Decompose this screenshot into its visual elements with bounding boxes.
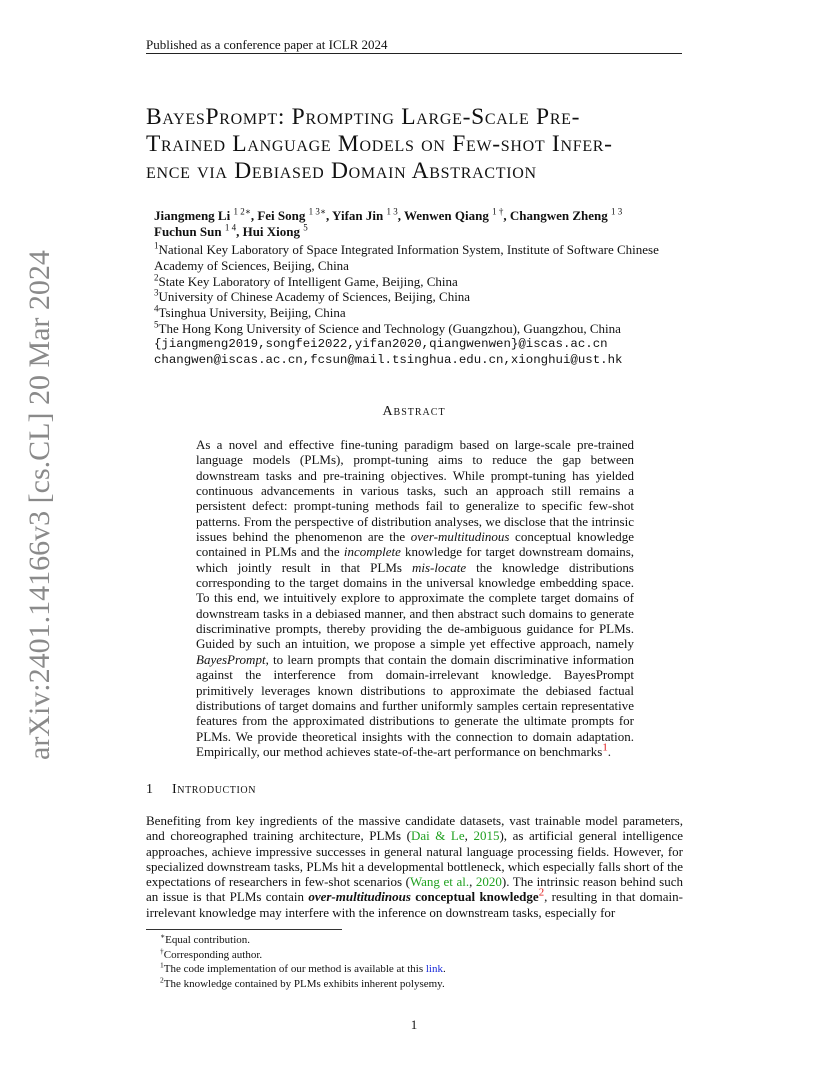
abstract-emphasis: mis-locate: [411, 559, 467, 575]
paper-title: [146, 104, 686, 185]
intro-text: ,: [464, 828, 474, 844]
footnote-marker-link[interactable]: 2: [538, 887, 545, 900]
footnote-mark: †: [160, 945, 164, 955]
title-line: Trained Language Models on Few-shot Infer-: [146, 131, 613, 157]
affiliation-text: State Key Laboratory of Intelligent Game, Beijing, China: [158, 273, 458, 289]
author-marks: 1 3: [386, 206, 398, 217]
abstract-emphasis: incomplete: [343, 544, 401, 560]
affiliation-text: The Hong Kong University of Science and Technology (Guangzhou), Guangzhou, China: [158, 320, 621, 336]
affiliation-line: [154, 274, 694, 290]
abstract-text: As a novel and effective fine-tuning paradigm based on large-scale pre-trained language models (PLMs), prompt-tuning aims to reduce the gap between downstream tasks and pre-training objectives. While prompt-tuning has yielded continuous advancements in various tasks, such an approach still remains a persistent defect: prompt-tuning methods fail to generalize to specific few-shot patterns. From the perspective of distribution analyses, we disclose that the intrinsic issues behind the phenomenon are the: [196, 437, 634, 545]
footnote-mark: 1: [160, 960, 164, 970]
arxiv-sidebar-stamp: arXiv:2401.14166v3 [cs.CL] 20 Mar 2024: [23, 250, 56, 760]
footnote-mark: ∗: [160, 931, 166, 941]
affiliation-text: National Key Laboratory of Space Integrated Information System, Institute of Software Chinese: [158, 242, 659, 257]
affiliation-number: 4: [154, 303, 159, 314]
introduction-body: [146, 813, 683, 920]
affiliation-line: [154, 305, 694, 321]
author-marks: 1 †: [492, 206, 504, 217]
footnote: [160, 933, 680, 948]
section-heading: [146, 782, 546, 798]
author-marks: 5: [303, 222, 308, 233]
abstract-heading: Abstract: [382, 404, 446, 419]
footnote-mark: 2: [160, 974, 164, 984]
affiliation-number: 5: [154, 319, 159, 330]
author-list: Jiangmeng Li $^{1 2∗}$, Fei Song $^{1 3∗}$, Yifan Jin $^{1 3}$, Wenwen Qiang $^{1 \dagger}$, Changwen Zheng $^{1 3}$ Fuchun Sun $^{1 4}$, Hui Xiong $^5$: [154, 206, 623, 239]
abstract-text: conceptual knowledge contained in PLMs and the: [196, 529, 634, 560]
footnote: [160, 945, 680, 963]
affiliation-line: [154, 289, 694, 305]
affiliation-text: Academy of Sciences, Beijing, China: [154, 257, 349, 273]
abstract-text: .: [607, 743, 611, 759]
intro-bold-emphasis: over-multitudinous: [308, 889, 411, 905]
affiliation-line: [154, 258, 694, 274]
footnote: [160, 962, 680, 977]
citation-year-link[interactable]: 2015: [473, 828, 500, 844]
author-name: Fei Song: [257, 208, 306, 223]
intro-text: ). The intrinsic reason behind such an issue is that PLMs contain: [146, 874, 683, 905]
affiliation-block: [154, 242, 694, 368]
footnote-text: .: [442, 963, 446, 975]
intro-text: ,: [469, 874, 476, 890]
footnotes: [160, 933, 680, 991]
title-line: BayesPrompt: Prompting Large-Scale Pre-: [146, 104, 581, 130]
author-marks: 1 4: [224, 222, 237, 233]
section-title: Introduction: [172, 782, 257, 797]
affiliation-number: 2: [154, 272, 159, 283]
intro-text: ), as artificial general intelligence approaches, achieve impressive successes in general natural language processing fields. However, for specialized downstream tasks, PLMs hit a developmental bottleneck, which especially falls short of the expectations of researchers in few-shot scenarios (: [146, 828, 684, 890]
author-marks: 1 3∗: [308, 206, 327, 217]
abstract-text: knowledge for target downstream domains, which jointly result in that PLMs: [196, 544, 635, 575]
email-line: {jiangmeng2019,songfei2022,yifan2020,qiangwenwen}@iscas.ac.cn: [154, 336, 608, 351]
footnote-text: The code implementation of our method is available at this: [163, 963, 426, 975]
intro-text: Benefiting from key ingredients of the massive candidate datasets, vast trainable model parameters, and choreographed training architecture, PLMs (: [146, 813, 683, 844]
footnote-text: Corresponding author.: [163, 948, 263, 961]
abstract-emphasis: BayesPrompt: [196, 651, 266, 667]
affiliation-line: [154, 321, 694, 337]
section-number: 1: [146, 782, 154, 797]
code-link[interactable]: link: [425, 963, 443, 975]
page-number: 1: [410, 1017, 418, 1032]
footnote-text: Equal contribution.: [165, 934, 251, 946]
affiliation-line: [154, 242, 694, 258]
author-name: Changwen Zheng: [509, 208, 608, 223]
abstract-text: the knowledge distributions corresponding to the target domains in the universal knowledge embedding space. To this end, we intuitively explore to approximate the complete target domains of downstream tasks in a debiased manner, and then abstract such domains to generate discriminative prompts, thereby providing the de-ambiguous guidance for PLMs. Guided by such an intuition, we propose a simple yet effective approach, namely: [196, 559, 634, 652]
author-marks: 1 3: [611, 206, 623, 217]
intro-text: , resulting in that domain-irrelevant knowledge may interfere with the inference on downstream tasks, especially for: [146, 889, 683, 920]
author-name: Jiangmeng Li: [154, 208, 231, 223]
affiliation-number: 3: [154, 288, 159, 299]
title-line: ence via Debiased Domain Abstraction: [146, 158, 537, 184]
footnote-text: The knowledge contained by PLMs exhibits inherent polysemy.: [163, 977, 445, 990]
citation-link[interactable]: Dai & Le: [410, 828, 465, 844]
footnote-divider: [146, 929, 342, 930]
running-header: Published as a conference paper at ICLR 2024: [146, 37, 682, 54]
footnote-marker-link[interactable]: 1: [602, 741, 608, 754]
email-line: changwen@iscas.ac.cn,fcsun@mail.tsinghua.edu.cn,xionghui@ust.hk: [154, 352, 623, 367]
abstract-text: , to learn prompts that contain the domain discriminative information against the interference from domain-irrelevant knowledge. BayesPrompt primitively leverages known distributions to approximate the debiased factual distributions of target domains and further uniformly samples certain representative features from the approximated distributions to generate the ultimate prompts for PLMs. We provide theoretical insights with the connection to domain adaptation. Empirically, our method achieves state-of-the-art performance on benchmarks: [196, 651, 634, 759]
citation-year-link[interactable]: 2020: [475, 874, 502, 890]
abstract-emphasis: over-multitudinous: [410, 529, 510, 545]
affiliation-text: Tsinghua University, Beijing, China: [158, 305, 346, 321]
author-marks: 1 2∗: [233, 206, 251, 217]
affiliation-number: 1: [154, 240, 159, 251]
affiliation-text: University of Chinese Academy of Sciences, Beijing, China: [158, 289, 471, 305]
author-name: Fuchun Sun: [154, 224, 222, 239]
author-name: Hui Xiong: [242, 224, 301, 239]
author-name: Yifan Jin: [332, 208, 384, 223]
author-name: Wenwen Qiang: [403, 208, 489, 223]
intro-bold: conceptual knowledge: [410, 889, 539, 905]
citation-link[interactable]: Wang et al.: [409, 874, 470, 890]
abstract-body: [196, 437, 634, 759]
footnote: [160, 974, 680, 992]
